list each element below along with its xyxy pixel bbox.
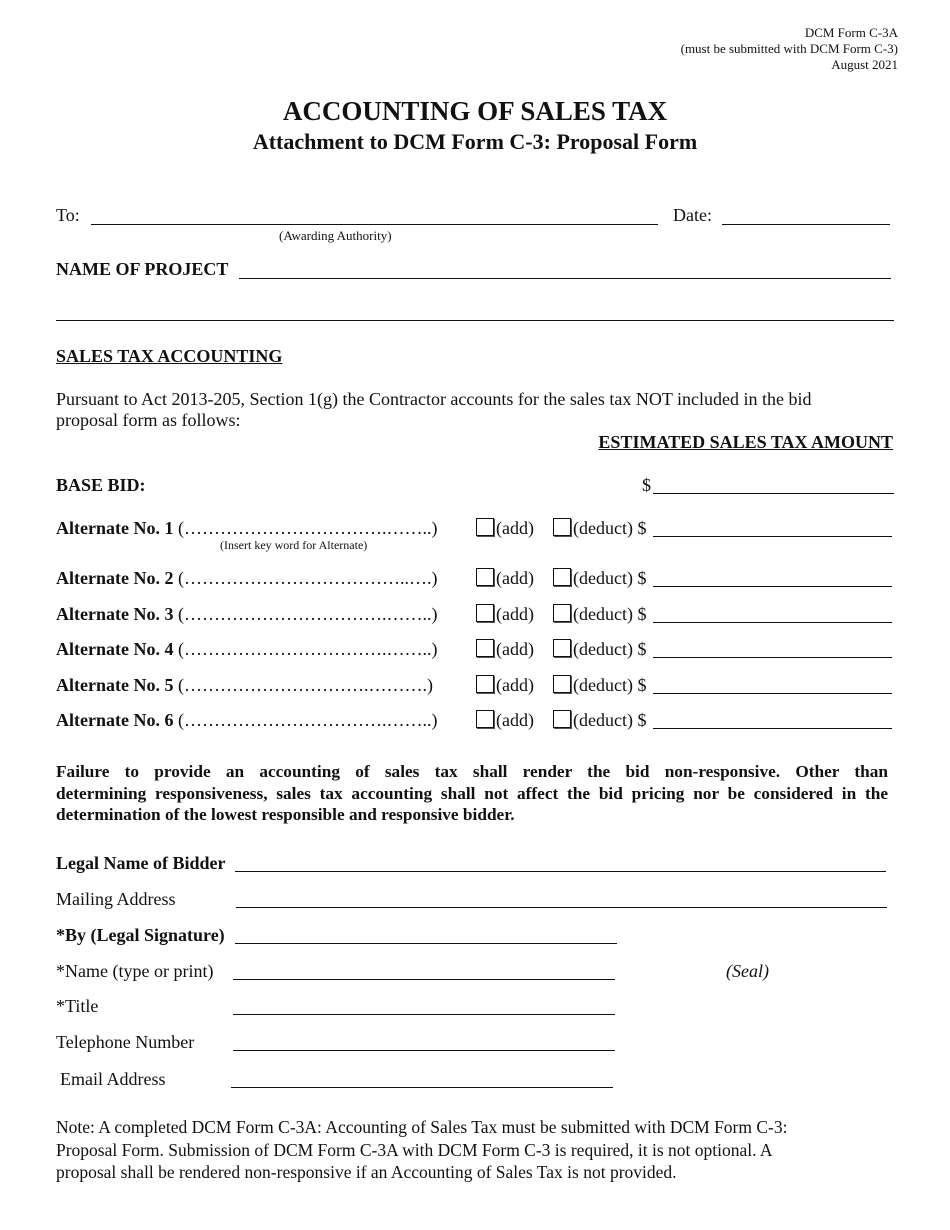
mailing-address-label: Mailing Address (56, 889, 176, 909)
alternate-caption: (Insert key word for Alternate) (220, 538, 368, 552)
alternate-3-deduct-checkbox[interactable] (553, 604, 571, 622)
mailing-address-field[interactable] (236, 907, 887, 908)
alternate-4-add-label: (add) (496, 639, 534, 659)
legal-name-field[interactable] (235, 871, 886, 872)
page-title: ACCOUNTING OF SALES TAX (282, 96, 668, 126)
estimated-heading: ESTIMATED SALES TAX AMOUNT (598, 432, 893, 452)
note-paragraph (56, 1116, 787, 1184)
alternate-1-deduct-label: (deduct) $ (573, 518, 647, 538)
title-field[interactable] (233, 1014, 615, 1015)
form-id: DCM Form C-3A (804, 25, 898, 40)
alternate-4-amount-field[interactable] (653, 657, 892, 658)
telephone-field[interactable] (233, 1050, 615, 1051)
alternate-1-add-checkbox[interactable] (476, 518, 494, 536)
email-label: Email Address (60, 1069, 166, 1089)
alternate-5-deduct-label: (deduct) $ (573, 675, 647, 695)
alternate-1-add-label: (add) (496, 518, 534, 538)
failure-line-2: determining responsiveness, sales tax accounting shall not affect the bid pricing nor be considered in the (56, 783, 888, 803)
failure-paragraph (56, 761, 888, 826)
alternate-2-label-group (56, 568, 437, 589)
alternate-6-keyword-field[interactable]: (…………………………….……..) (177, 710, 438, 730)
form-header-note: (must be submitted with DCM Form C-3) (680, 41, 898, 56)
pursuant-line-2: proposal form as follows: (56, 410, 241, 430)
alternate-5-label-group (56, 675, 433, 696)
note-line-3: proposal shall be rendered non-responsive if an Accounting of Sales Tax is not provided. (56, 1162, 677, 1182)
email-field[interactable] (231, 1087, 613, 1088)
alternate-4-label: Alternate No. 4 (56, 639, 174, 659)
alternate-6-deduct-label: (deduct) $ (573, 710, 647, 730)
project-label: NAME OF PROJECT (56, 259, 229, 279)
alternate-3-deduct-label: (deduct) $ (573, 604, 647, 624)
alternate-6-amount-field[interactable] (653, 728, 892, 729)
alternate-5-deduct-checkbox[interactable] (553, 675, 571, 693)
alternate-2-label: Alternate No. 2 (56, 568, 174, 588)
project-name-field[interactable] (239, 278, 891, 279)
alternate-4-deduct-label: (deduct) $ (573, 639, 647, 659)
name-field[interactable] (233, 979, 615, 980)
alternate-2-deduct-checkbox[interactable] (553, 568, 571, 586)
base-bid-dollar: $ (642, 475, 651, 495)
alternate-4-label-group (56, 639, 437, 660)
alternate-3-keyword-field[interactable]: (…………………………….……..) (177, 604, 438, 624)
alternate-1-label: Alternate No. 1 (56, 518, 174, 538)
alternate-3-add-label: (add) (496, 604, 534, 624)
alternate-5-label: Alternate No. 5 (56, 675, 174, 695)
alternate-5-amount-field[interactable] (653, 693, 892, 694)
alternate-1-amount-field[interactable] (653, 536, 892, 537)
alternate-4-add-checkbox[interactable] (476, 639, 494, 657)
note-line-2: Proposal Form. Submission of DCM Form C-3A with DCM Form C-3 is required, it is not optional. A (56, 1139, 773, 1160)
alternate-5-add-label: (add) (496, 675, 534, 695)
awarding-authority-caption: (Awarding Authority) (279, 228, 392, 243)
form-date: August 2021 (831, 57, 898, 72)
project-name-field-2[interactable] (56, 320, 894, 321)
alternate-6-label-group (56, 710, 437, 731)
signature-field[interactable] (235, 943, 617, 944)
base-bid-label: BASE BID: (56, 475, 146, 495)
alternate-6-add-checkbox[interactable] (476, 710, 494, 728)
alternate-2-amount-field[interactable] (653, 586, 892, 587)
legal-name-label: Legal Name of Bidder (56, 853, 226, 873)
alternate-5-keyword-field[interactable]: (………………………….……….) (177, 675, 433, 695)
alternate-3-amount-field[interactable] (653, 622, 892, 623)
alternate-2-keyword-field[interactable]: (………………………………..….) (177, 568, 438, 588)
awarding-authority-field[interactable] (91, 224, 658, 225)
to-label: To: (56, 205, 80, 225)
pursuant-line-1: Pursuant to Act 2013-205, Section 1(g) the Contractor accounts for the sales tax NOT included in the bid (56, 389, 812, 409)
alternate-3-add-checkbox[interactable] (476, 604, 494, 622)
alternate-5-add-checkbox[interactable] (476, 675, 494, 693)
alternate-1-keyword-field[interactable]: (…………………………….……..) (177, 518, 438, 538)
page-subtitle: Attachment to DCM Form C-3: Proposal Form (252, 129, 698, 154)
seal-label: (Seal) (726, 961, 769, 981)
alternate-6-deduct-checkbox[interactable] (553, 710, 571, 728)
title-label: *Title (56, 996, 99, 1016)
section-heading: SALES TAX ACCOUNTING (56, 346, 283, 366)
base-bid-amount-field[interactable] (653, 493, 894, 494)
alternate-2-add-checkbox[interactable] (476, 568, 494, 586)
alternate-2-add-label: (add) (496, 568, 534, 588)
alternate-2-deduct-label: (deduct) $ (573, 568, 647, 588)
name-label: *Name (type or print) (56, 961, 214, 981)
alternate-4-deduct-checkbox[interactable] (553, 639, 571, 657)
alternate-3-label: Alternate No. 3 (56, 604, 174, 624)
alternate-6-add-label: (add) (496, 710, 534, 730)
signature-label: *By (Legal Signature) (56, 925, 225, 945)
alternate-1-deduct-checkbox[interactable] (553, 518, 571, 536)
form-header (681, 25, 898, 73)
alternate-1-label-group (56, 518, 437, 539)
date-field[interactable] (722, 224, 890, 225)
failure-line-1: Failure to provide an accounting of sales tax shall render the bid non-responsive. Other than (56, 762, 888, 781)
date-label: Date: (673, 205, 712, 225)
alternate-3-label-group (56, 604, 437, 625)
alternate-4-keyword-field[interactable]: (…………………………….……..) (177, 639, 438, 659)
alternate-6-label: Alternate No. 6 (56, 710, 174, 730)
note-line-1: Note: A completed DCM Form C-3A: Accounting of Sales Tax must be submitted with DCM Form C-3: (56, 1117, 788, 1137)
telephone-label: Telephone Number (56, 1032, 195, 1052)
failure-line-3: determination of the lowest responsible and responsive bidder. (56, 805, 515, 824)
